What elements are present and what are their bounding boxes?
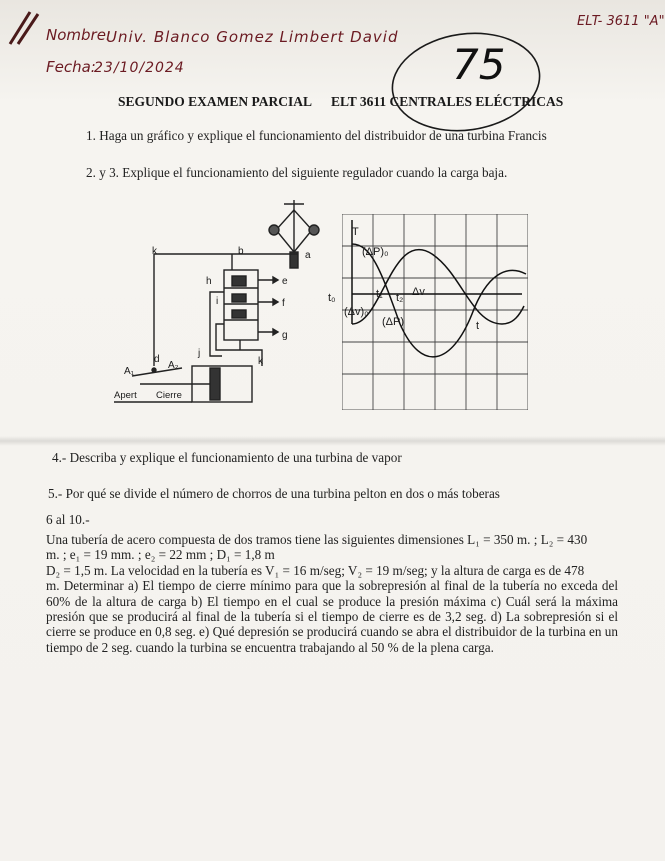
label-j: j (198, 348, 201, 359)
label-A1: A₁ (124, 366, 135, 377)
label-A2: A₂ (168, 360, 179, 371)
graph-t2: t₂ (396, 292, 404, 304)
question-5: 5.- Por qué se divide el número de chorros de una turbina pelton en dos o más toberas (48, 486, 500, 501)
course-code-handwritten: ELT- 3611 "A" (577, 14, 665, 29)
label-i: i (216, 296, 219, 307)
name-label: Nombre: (46, 26, 111, 44)
problem-line-2: m. ; e₁ = 19 mm. ; e₂ = 22 mm ; D₁ = 1,8 m (46, 547, 275, 563)
label-a: a (305, 250, 311, 261)
graph-dp0: (ΔP)₀ (362, 246, 389, 258)
graph-T: T (352, 226, 359, 238)
question-4: 4.- Describa y explique el funcionamiento de una turbina de vapor (52, 450, 402, 465)
graph-dv: Δv (412, 286, 425, 298)
graph-dv0: (Δv)₀ (344, 306, 369, 318)
label-h: h (206, 276, 212, 287)
label-g: g (282, 330, 288, 341)
graph-dp: (ΔP) (382, 316, 405, 328)
label-f: f (282, 298, 285, 309)
graph-t: t (476, 320, 480, 332)
problem-line-1: Una tubería de acero compuesta de dos tramos tiene las siguientes dimensiones L₁ = 350 m. ; L₂ = 430 (46, 532, 588, 547)
graph-t0: t₀ (328, 292, 336, 304)
label-d: d (154, 354, 160, 365)
response-graph (342, 214, 528, 410)
problem-statement (46, 532, 618, 655)
label-b: b (238, 246, 244, 257)
course-title: ELT 3611 CENTRALES ELÉCTRICAS (331, 94, 564, 109)
date-value: 23/10/2024 (94, 60, 185, 76)
question-2-3: 2. y 3. Explique el funcionamiento del siguiente regulador cuando la carga baja. (86, 165, 508, 180)
label-k2: k (258, 356, 263, 367)
exam-title: SEGUNDO EXAMEN PARCIAL (118, 94, 313, 109)
problem-line-3: D₂ = 1,5 m. La velocidad en la tubería es V₁ = 16 m/seg; V₂ = 19 m/seg; y la altura de carga es de 478 (46, 562, 585, 578)
grade-value: 75 (452, 40, 506, 89)
problem-line-4: m. Determinar a) El tiempo de cierre mínimo para que la sobrepresión al final de la tubería no exceda del 60% de la altura de carga b) El tiempo en el cual se produce la presión máxima c) Cuál será la máxima presión que se producirá al final de la tubería si el tiempo de cierre es de 3,2 seg. d) La sobrepresión si el cierre se produce en 0,8 seg. e) Qué depresión se producirá cuando se abra el distribuidor de la turbina en un tiempo de 2 seg. cuando la turbina se encuentra trabajando al 50 % de la plena carga. (46, 578, 618, 655)
label-apert: Apert (114, 390, 137, 401)
regulator-diagram (112, 196, 338, 412)
name-value: Univ. Blanco Gomez Limbert David (106, 28, 399, 46)
date-label: Fecha: (46, 58, 96, 76)
question-6-10-heading: 6 al 10.- (46, 512, 90, 527)
label-e: e (282, 276, 288, 287)
corner-mark (8, 10, 48, 46)
label-k: k (152, 246, 157, 257)
question-1: 1. Haga un gráfico y explique el funcionamiento del distribuidor de una turbina Francis (86, 128, 547, 143)
graph-t1: t₁ (376, 288, 383, 300)
page-fold (0, 436, 665, 446)
label-cierre: Cierre (156, 390, 182, 401)
